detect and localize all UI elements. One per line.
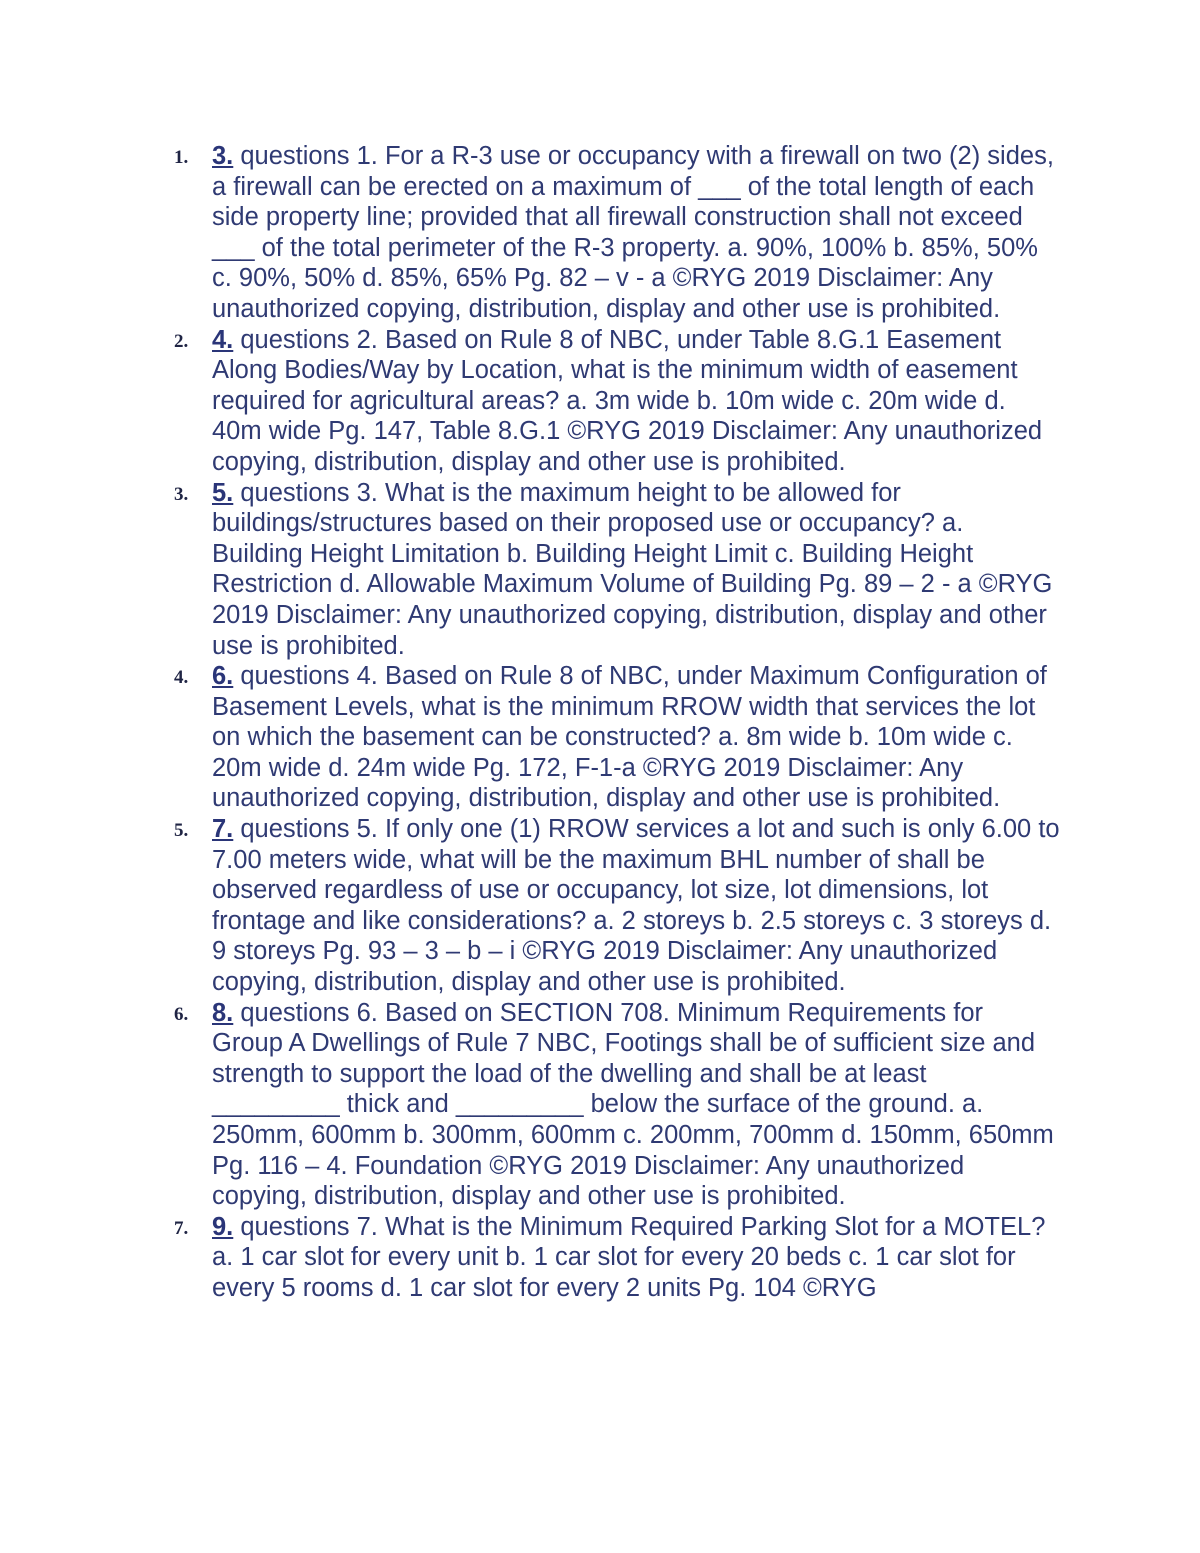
question-list [160,141,1060,1304]
list-item [160,141,1060,325]
list-number: 4. [174,667,189,689]
list-number: 2. [174,330,189,352]
question-link[interactable]: 9. [212,1212,234,1241]
question-text: questions 1. For a R-3 use or occupancy with a firewall on two (2) sides, a firewall can be erected on a maximum of ___ of the total length of each side property line; provided that all firewall construction shall not exceed ___ of the total perimeter of the R-3 property. a. 90%, 100% b. 85%, 50% c. 90%, 50% d. 85%, 65% Pg. 82 – v - a ©RYG 2019 Disclaimer: Any unauthorized copying, distribution, display and other use is prohibited. [212,142,1054,323]
question-text: questions 4. Based on Rule 8 of NBC, under Maximum Configuration of Basement Levels, what is the minimum RROW width that services the lot on which the basement can be constructed? a. 8m wide b. 10m wide c. 20m wide d. 24m wide Pg. 172, F-1-a ©RYG 2019 Disclaimer: Any unauthorized copying, distribution, display and other use is prohibited. [212,662,1047,813]
question-link[interactable]: 5. [212,478,234,507]
question-link[interactable]: 7. [212,815,234,844]
list-number: 7. [174,1217,189,1239]
list-item [160,998,1060,1212]
list-item [160,478,1060,662]
list-number: 3. [174,483,189,505]
list-item [160,661,1060,814]
list-number: 1. [174,147,189,168]
list-number: 5. [174,820,189,842]
question-link[interactable]: 6. [212,662,234,691]
question-text: questions 7. What is the Minimum Required Parking Slot for a MOTEL? a. 1 car slot for every unit b. 1 car slot for every 20 beds c. 1 car slot for every 5 rooms d. 1 car slot for every 2 units Pg. 104 ©RYG [212,1212,1046,1302]
list-item [160,814,1060,998]
question-text: questions 3. What is the maximum height to be allowed for buildings/structures based on their proposed use or occupancy? a. Building Height Limitation b. Building Height Limit c. Building Height Restriction d. Allowable Maximum Volume of Building Pg. 89 – 2 - a ©RYG 2019 Disclaimer: Any unauthorized copying, distribution, display and other use is prohibited. [212,478,1053,660]
question-link[interactable]: 8. [212,998,234,1027]
question-link[interactable]: 4. [212,325,234,354]
question-text: questions 6. Based on SECTION 708. Minimum Requirements for Group A Dwellings of Rule 7 NBC, Footings shall be of sufficient size and strength to support the load of the dwelling and shall be at least _________ thick and _________ below the surface of the ground. a. 250mm, 600mm b. 300mm, 600mm c. 200mm, 700mm d. 150mm, 650mm Pg. 116 – 4. Foundation ©RYG 2019 Disclaimer: Any unauthorized copying, distribution, display and other use is prohibited. [212,998,1054,1211]
list-number: 6. [174,1003,189,1025]
list-item [160,325,1060,478]
question-text: questions 5. If only one (1) RROW services a lot and such is only 6.00 to 7.00 meters wide, what will be the maximum BHL number of shall be observed regardless of use or occupancy, lot size, lot dimensions, lot frontage and like considerations? a. 2 storeys b. 2.5 storeys c. 3 storeys d. 9 storeys Pg. 93 – 3 – b – i ©RYG 2019 Disclaimer: Any unauthorized copying, distribution, display and other use is prohibited. [212,815,1060,997]
question-text: questions 2. Based on Rule 8 of NBC, under Table 8.G.1 Easement Along Bodies/Way by Location, what is the minimum width of easement required for agricultural areas? a. 3m wide b. 10m wide c. 20m wide d. 40m wide Pg. 147, Table 8.G.1 ©RYG 2019 Disclaimer: Any unauthorized copying, distribution, display and other use is prohibited. [212,325,1043,476]
list-item [160,1212,1060,1304]
question-link[interactable]: 3. [212,142,234,170]
